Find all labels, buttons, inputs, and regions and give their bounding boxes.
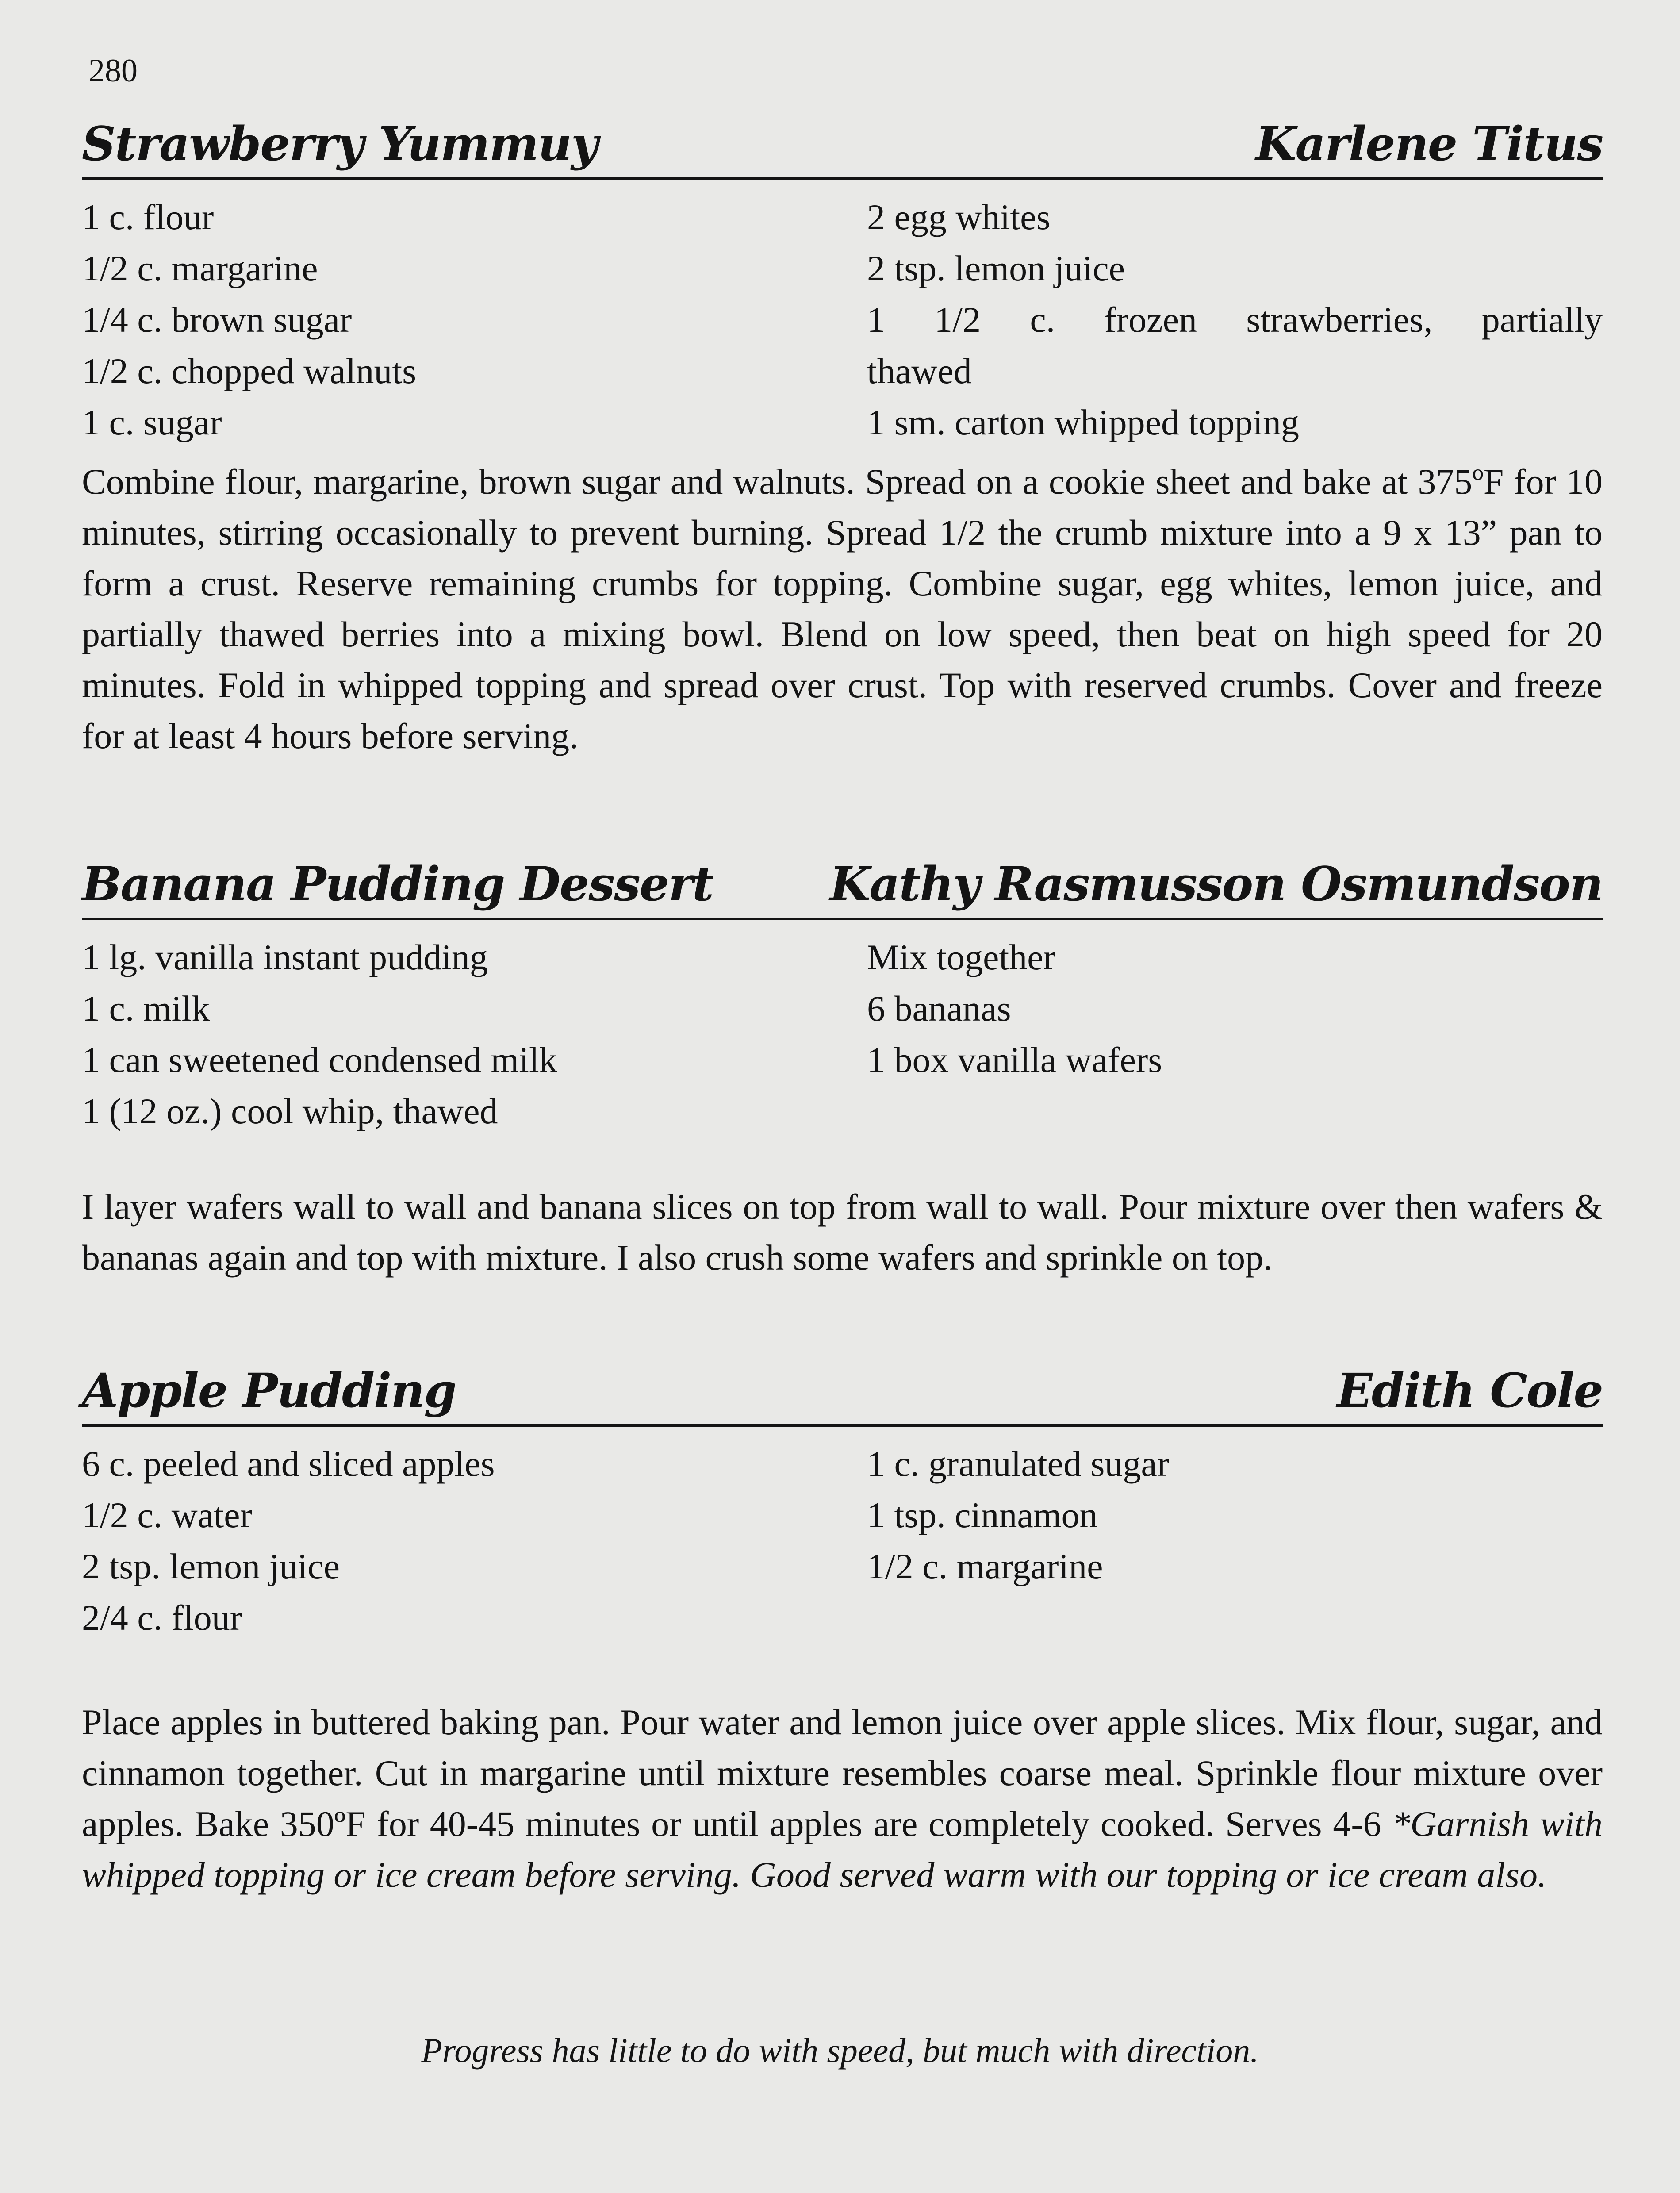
ingredient-item: 6 bananas (867, 988, 1011, 1029)
ingredient-item: 1/2 c. water (82, 1495, 252, 1535)
recipe-title: Strawberry Yummuy (82, 116, 598, 171)
recipe-title-row (82, 116, 1603, 180)
recipe-author: Kathy Rasmusson Osmundson (829, 856, 1603, 911)
recipe-title-row (82, 1363, 1603, 1427)
recipe-title-row (82, 856, 1603, 920)
recipe-title: Banana Pudding Dessert (82, 856, 713, 911)
ingredient-item: 2 egg whites (867, 197, 1051, 237)
ingredient-list (82, 192, 1603, 448)
ingredient-item: 1 1/2 c. frozen strawberries, partially (867, 300, 1603, 340)
ingredient-item: 1/2 c. margarine (867, 1546, 1103, 1586)
ingredient-item: 1 c. granulated sugar (867, 1444, 1170, 1484)
ingredient-item: 1 can sweetened condensed milk (82, 1040, 557, 1080)
recipe-instructions: Combine flour, margarine, brown sugar and walnuts. Spread on a cookie sheet and bake at 375ºF for 10 minutes, stirring occasionally to prevent burning. Spread 1/2 the crumb mixture into a 9 x 13” pan to form a crust. Reserve remaining crumbs for topping. Combine sugar, egg whites, lemon juice, and partially thawed berries into a mixing bowl. Blend on low speed, then beat on high speed for 20 minutes. Fold in whipped topping and spread over crust. Top with reserved crumbs. Cover and freeze for at least 4 hours before serving. (82, 461, 1603, 756)
ingredient-column-left (82, 932, 867, 1137)
ingredient-item: thawed (867, 351, 972, 391)
ingredient-item: 1 sm. carton whipped topping (867, 402, 1300, 442)
ingredient-item: 1/4 c. brown sugar (82, 300, 352, 340)
ingredient-item: 1 c. milk (82, 988, 210, 1029)
ingredient-item: 1/2 c. chopped walnuts (82, 351, 417, 391)
ingredient-item: 1 box vanilla wafers (867, 1040, 1162, 1080)
recipe-author: Edith Cole (1337, 1363, 1603, 1418)
recipe-instructions: I layer wafers wall to wall and banana slices on top from wall to wall. Pour mixture over then wafers & bananas again and top with mixture. I also crush some wafers and sprinkle on top. (82, 1187, 1603, 1278)
ingredient-item: 2 tsp. lemon juice (867, 248, 1125, 288)
recipe-author: Karlene Titus (1255, 116, 1603, 171)
ingredient-item: 6 c. peeled and sliced apples (82, 1444, 495, 1484)
page-number: 280 (88, 53, 138, 89)
ingredient-item: 1 tsp. cinnamon (867, 1495, 1098, 1535)
ingredient-item: 1/2 c. margarine (82, 248, 318, 288)
footer-quote: Progress has little to do with speed, but much with direction. (421, 2031, 1259, 2070)
ingredient-item: 1 c. flour (82, 197, 214, 237)
ingredient-item: Mix together (867, 937, 1055, 977)
ingredient-item: 1 c. sugar (82, 402, 222, 442)
ingredient-item: 1 (12 oz.) cool whip, thawed (82, 1091, 498, 1131)
recipe-strawberry-yummuy (82, 116, 1603, 761)
garnish-note: *Garnish with whipped topping or ice cream before serving. Good served warm with our topping or ice cream also. (82, 1804, 1603, 1895)
instructions-text: Place apples in buttered baking pan. Pour water and lemon juice over apple slices. Mix flour, sugar, and cinnamon together. Cut in margarine until mixture resembles coarse meal. Sprinkle flour mixture over apples. Bake 350ºF for 40-45 minutes or until apples are completely cooked. Serves 4-6 (82, 1702, 1603, 1844)
ingredient-item: 2/4 c. flour (82, 1598, 242, 1638)
ingredient-column-right (867, 932, 1603, 1137)
recipe-banana-pudding-dessert (82, 856, 1603, 1283)
ingredient-list (82, 932, 1603, 1137)
ingredient-column-left (82, 1438, 867, 1644)
recipe-apple-pudding (82, 1363, 1603, 1900)
ingredient-column-right (867, 1438, 1603, 1644)
recipe-instructions (82, 1697, 1603, 1900)
ingredient-list (82, 1438, 1603, 1644)
ingredient-item: 2 tsp. lemon juice (82, 1546, 340, 1586)
recipe-title: Apple Pudding (82, 1363, 456, 1418)
ingredient-column-right (867, 192, 1603, 448)
ingredient-item: 1 lg. vanilla instant pudding (82, 937, 488, 977)
ingredient-column-left (82, 192, 867, 448)
